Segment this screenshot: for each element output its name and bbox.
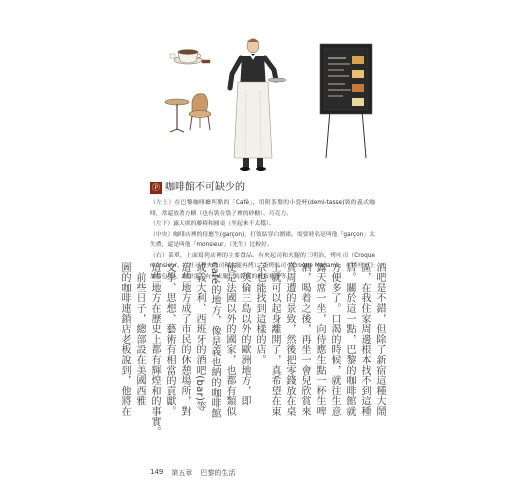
body-column: 使是法國以外的國家，也都有類似: [224, 262, 235, 417]
body-column: 前些日子，總部設在美國西雅: [134, 262, 145, 407]
caption-center: （中央）咖啡店裡的侍應生(garçon)，打領結穿白圍裙。需要時名是叫他「garçon」太失禮，還是叫他「monsieur」（先生）比較好。: [150, 231, 375, 248]
body-column: 這些地方在歷史上都有輝煌和的事實。: [149, 262, 160, 438]
body-column: 區，在我住家周邊根本找不到這種: [359, 262, 370, 417]
body-column: 上就可以起身離開了，真希望在東: [269, 262, 280, 417]
body-column: 或義大利、西班牙的酒吧(bar)等: [194, 262, 205, 412]
table-and-chair-illustration: [165, 94, 211, 132]
body-column: 英倫三島以外的歐洲地方，即: [239, 262, 250, 407]
body-column: 這些地方成了市民的休憩場所，對: [179, 262, 190, 417]
body-column: 圖的咖啡連鎖店老板說到，他將在: [119, 262, 130, 417]
chapter-label: 第五章: [171, 469, 193, 477]
heading-badge: Ⓟ: [152, 183, 160, 192]
caption-bottom-left: （左下）露天席的藤椅和圓桌（坐起來不太穩）。: [150, 221, 275, 227]
coffee-cup-illustration: [170, 50, 210, 65]
chapter-title: 巴黎的生活: [200, 469, 236, 477]
body-column: 文學、思想、藝術有相當的貢獻。: [164, 262, 175, 417]
body-column: café的地方，像是義也納的咖啡館: [209, 262, 220, 419]
body-column: 京也能找到這樣的店。: [254, 262, 265, 365]
body-column: 酒吧是不錯，但除了新宿這種大鬧: [374, 262, 385, 417]
menu-board-illustration: [320, 44, 372, 158]
page-footer: [150, 468, 235, 478]
body-column: 方便多了。口渴的時候，就往生意: [329, 262, 340, 417]
body-column: 露天席一坐，向侍應生點一杯生啤: [314, 262, 325, 417]
caption-right: （右）菜單，上面寫列店裡的主要食品。有夾起司和火腿的三明治、烤吐司（Croque monsieur，在吐司裡夾起司和火腿再烤）、蛋烤吐司（Croque Madame，在烤吐司上加荷包蛋）、布里蛋、有夾火腿、馬鈴薯的煎蛋捲等等。: [150, 252, 375, 280]
cafe-illustration: [150, 30, 380, 175]
caption-top-left: （左上）在巴黎咖啡廳所點的「Café」，用附茶盤的小瓷杯(demi-tasse)裝的義式咖啡，常還放著方糖（也有裝在袋子裡的砂糖）、巧克力。: [150, 200, 375, 217]
vertical-body-text: [117, 262, 387, 438]
page-number: 149: [150, 468, 164, 476]
body-column: 賞周遭的景致，然後把零錢放在桌: [284, 262, 295, 417]
body-column: 店。關於這一點，巴黎的咖啡館就: [344, 262, 355, 417]
waiter-illustration: [230, 39, 286, 172]
heading-title: 咖啡館不可缺少的: [165, 182, 245, 193]
section-heading: [150, 181, 245, 195]
body-column: 酒，喝着之後，再坐一會兒欣賞來: [299, 262, 310, 417]
